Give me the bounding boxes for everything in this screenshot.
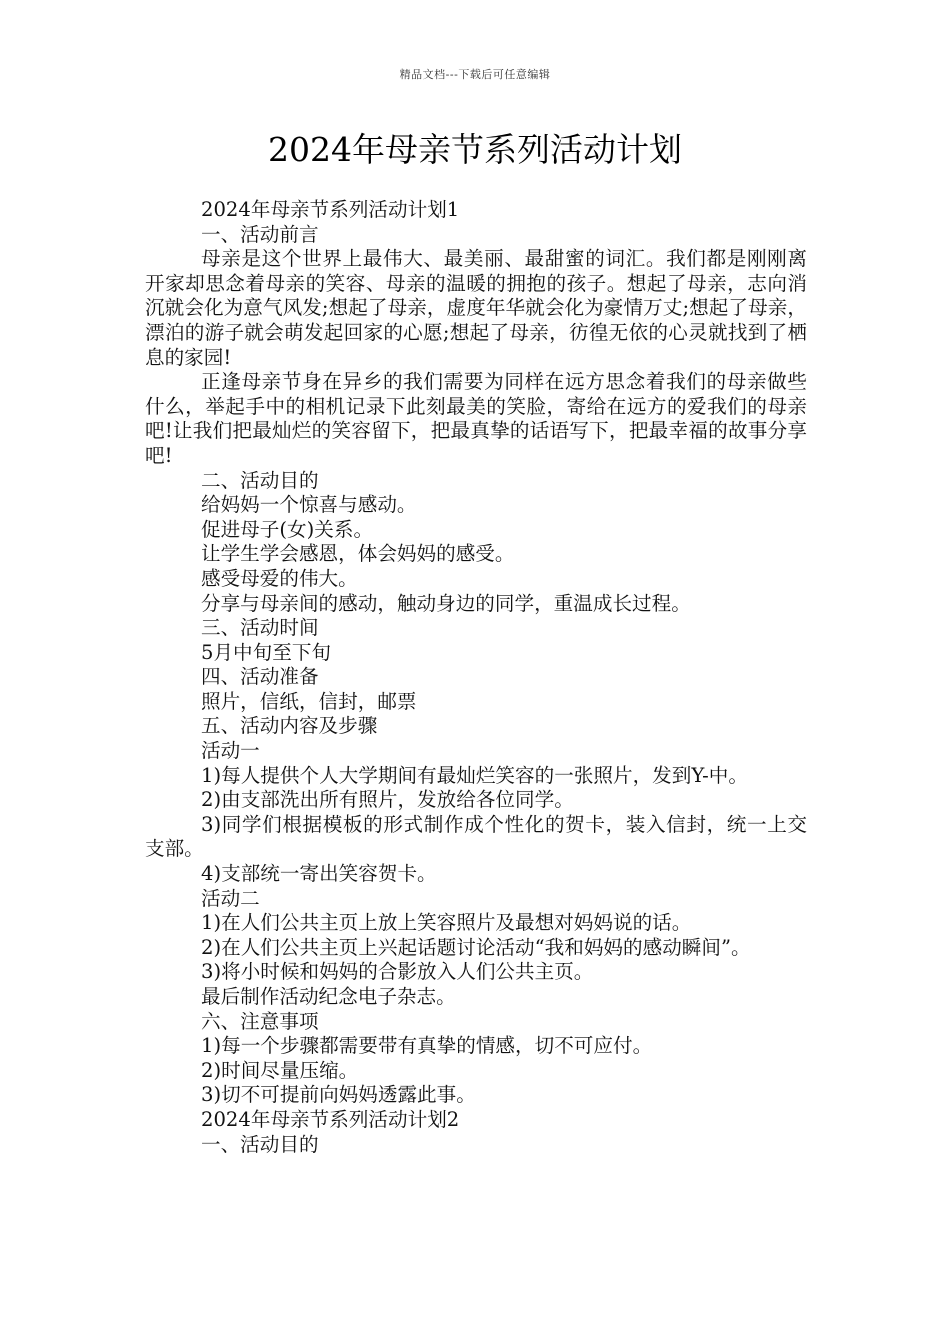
list-item: 1)每人提供个人大学期间有最灿烂笑容的一张照片，发到Y-中。 — [201, 763, 748, 787]
list-item: 1)每一个步骤都需要带有真挚的情感，切不可应付。 — [201, 1034, 653, 1058]
subsection-heading: 活动一 — [201, 739, 260, 763]
list-item: 3)将小时候和妈妈的合影放入人们公共主页。 — [201, 960, 594, 984]
section-heading: 六、注意事项 — [201, 1009, 319, 1033]
section-heading: 五、活动内容及步骤 — [201, 714, 378, 738]
document-body — [145, 198, 807, 1157]
paragraph: 最后制作活动纪念电子杂志。 — [201, 985, 456, 1008]
paragraph: 分享与母亲间的感动，触动身边的同学，重温成长过程。 — [201, 591, 691, 615]
section-heading: 一、活动目的 — [201, 1132, 319, 1156]
section-heading: 一、活动前言 — [201, 222, 319, 246]
list-item: 3)切不可提前向妈妈透露此事。 — [201, 1083, 476, 1107]
list-item: 2)在人们公共主页上兴起话题讨论活动“我和妈妈的感动瞬间”。 — [201, 935, 751, 959]
document-title: 2024年母亲节系列活动计划 — [268, 130, 682, 169]
paragraph: 感受母爱的伟大。 — [201, 566, 358, 590]
paragraph: 母亲是这个世界上最伟大、最美丽、最甜蜜的词汇。我们都是刚刚离开家却思念着母亲的笑容、母亲的温暖的拥抱的孩子。想起了母亲，志向消沉就会化为意气风发;想起了母亲，虚度年华就会化为豪情万丈;想起了母亲，漂泊的游子就会萌发起回家的心愿;想起了母亲，彷徨无依的心灵就找到了栖息的家园! — [145, 247, 807, 369]
list-item: 2)时间尽量压缩。 — [201, 1058, 359, 1082]
list-item: 4)支部统一寄出笑容贺卡。 — [201, 862, 437, 886]
paragraph: 2024年母亲节系列活动计划2 — [201, 1107, 460, 1131]
section-heading: 二、活动目的 — [201, 468, 319, 492]
paragraph: 5月中旬至下旬 — [201, 640, 332, 664]
paragraph: 照片，信纸，信封，邮票 — [201, 689, 417, 713]
section-heading: 四、活动准备 — [201, 665, 319, 689]
paragraph: 2024年母亲节系列活动计划1 — [201, 198, 460, 221]
list-item: 2)由支部洗出所有照片，发放给各位同学。 — [201, 788, 574, 812]
list-item: 3)同学们根据模板的形式制作成个性化的贺卡，装入信封，统一上交支部。 — [145, 812, 807, 861]
page-header-note: 精品文档---下载后可任意编辑 — [399, 68, 551, 81]
list-item: 1)在人们公共主页上放上笑容照片及最想对妈妈说的话。 — [201, 911, 692, 935]
paragraph: 正逢母亲节身在异乡的我们需要为同样在远方思念着我们的母亲做些什么，举起手中的相机记录下此刻最美的笑脸，寄给在远方的爱我们的母亲吧!让我们把最灿烂的笑容留下，把最真挚的话语写下，把最幸福的故事分享吧! — [145, 370, 807, 467]
subsection-heading: 活动二 — [201, 886, 260, 910]
paragraph: 促进母子(女)关系。 — [201, 517, 374, 541]
section-heading: 三、活动时间 — [201, 616, 319, 640]
paragraph: 给妈妈一个惊喜与感动。 — [201, 493, 417, 517]
paragraph: 让学生学会感恩，体会妈妈的感受。 — [201, 542, 515, 566]
